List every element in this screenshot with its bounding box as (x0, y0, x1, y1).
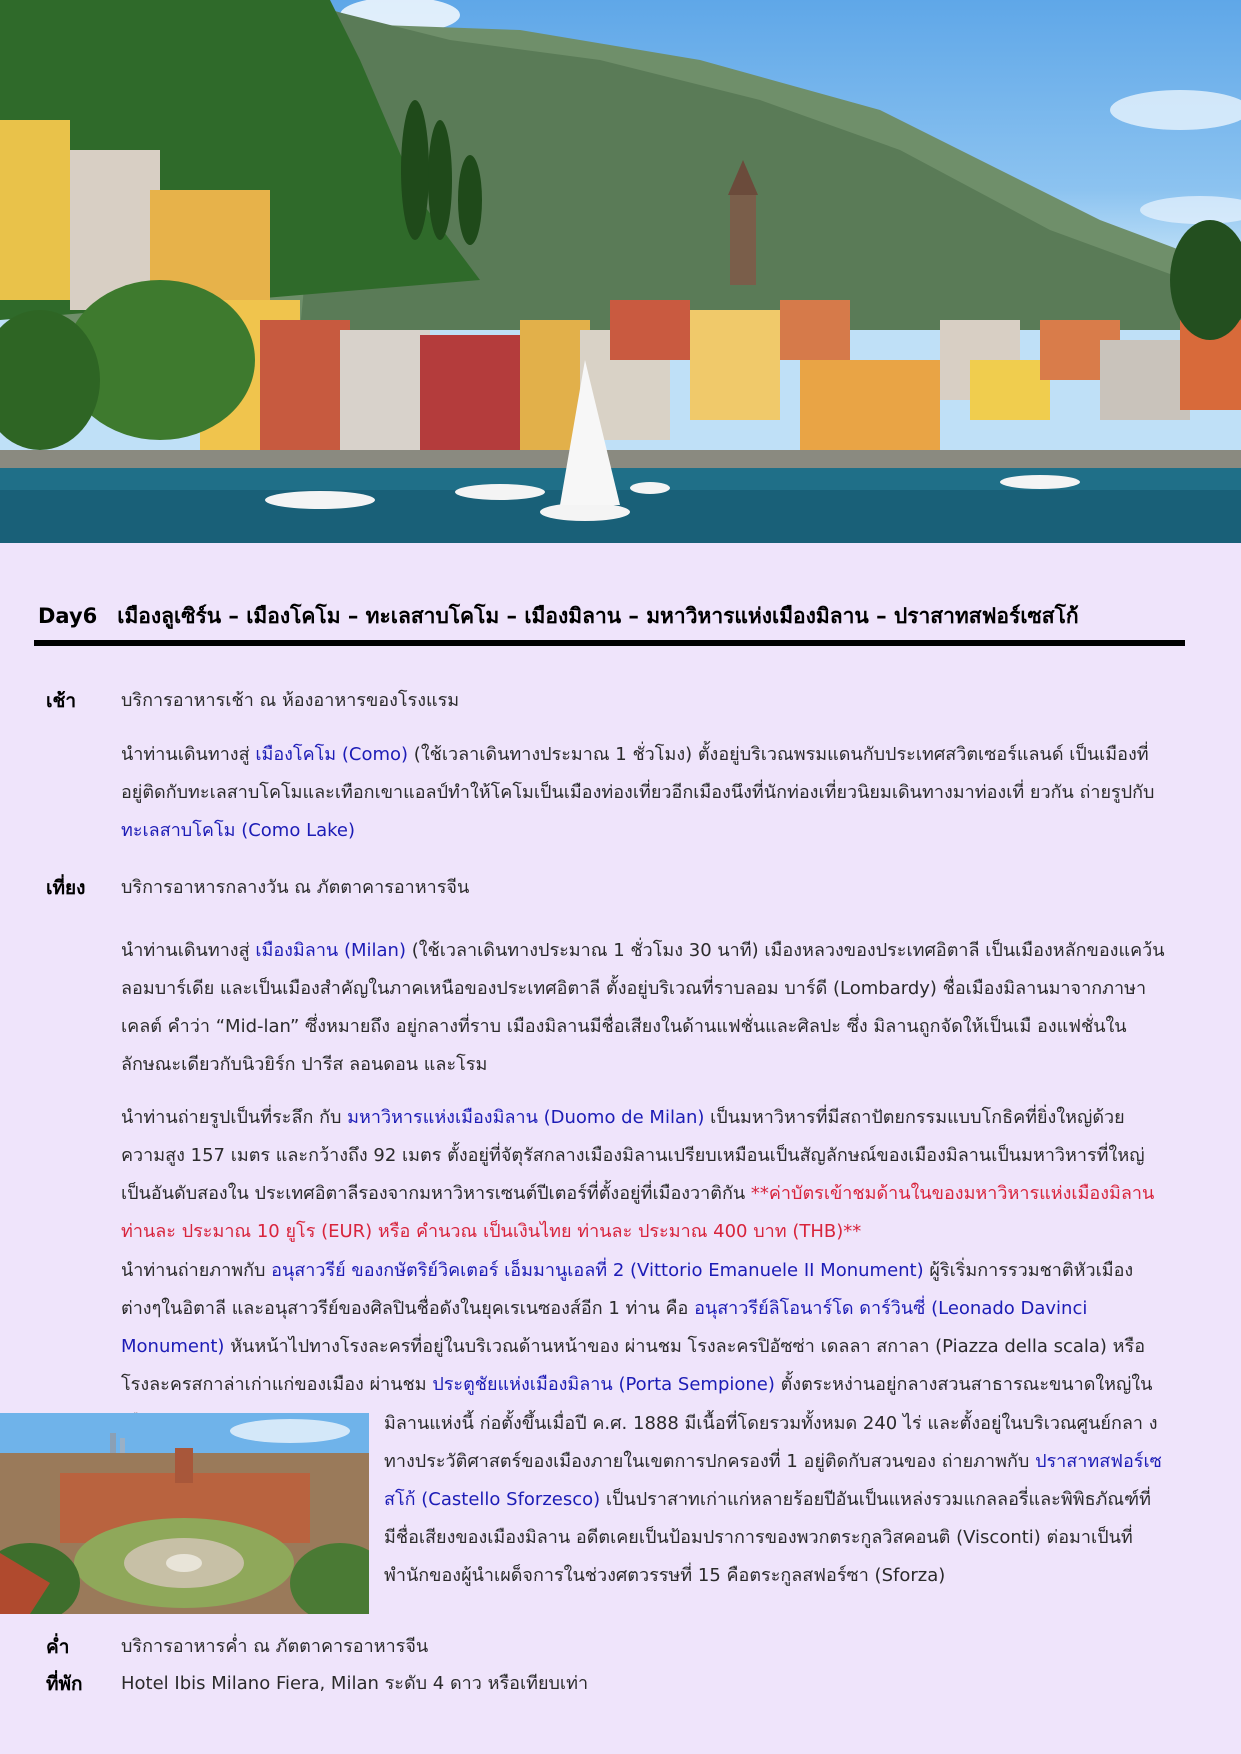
day-heading (38, 600, 1188, 633)
como-lake-highlight: ทะเลสาบโคโม (Como Lake) (121, 820, 356, 841)
castle-paragraph: มิลานแห่งนี้ ก่อตั้งขึ้นเมื่อปี ค.ศ. 1888 มีเนื้อที่โดยรวมทั้งหมด 240 ไร่ และตั้งอยู่ในบริเวณศูนย์กลา งทางประวัติศาสตร์ของเมืองภายในเขตการปกครองที่ 1 อยู่ติดกับสวนของ ถ่ายภาพกับ ปราสาทสฟอร์เซสโก้ (Castello Sforzesco) เป็นปราสาทเก่าแก่หลายร้อยปีอันเป็นแหล่งรวมแกลลอรี่และพิพิธภัณฑ์ที่มีชื่อเสียงของเมืองมิลาน อดีตเคยเป็นป้อมปราการของพวกตระกูลวิสคอนติ (Visconti) ต่อมาเป็นที่พำนักของผู้นำเผด็จการในช่วงศตวรรษที่ 15 คือตระกูลสฟอร์ซา (Sforza) (384, 1413, 1162, 1586)
castello-highlight: ปราสาทสฟอร์เซสโก้ (Castello Sforzesco) (384, 1451, 1162, 1510)
duomo-ticket-note: **ค่าบัตรเข้าชมด้านในของมหาวิหารแห่งเมืองมิลาน ท่านละ ประมาณ 10 ยูโร (EUR) หรือ คำนวณ เป็นเงินไทย ท่านละ ประมาณ 400 บาท (THB)** (121, 1183, 1155, 1242)
duomo-paragraph: นำท่านถ่ายรูปเป็นที่ระลึก กับ มหาวิหารแห่งเมืองมิลาน (Duomo de Milan) เป็นมหาวิหารที่มีสถาปัตยกรรมแบบโกธิคที่ยิ่งใหญ่ด้วยความสูง 157 เมตร และกว้างถึง 92 เมตร ตั้งอยู่ที่จัตุรัสกลางเมืองมิลานเปรียบเหมือนเป็นสัญลักษณ์ของเมืองมิลานเป็นมหาวิหารที่ใหญ่เป็นอันดับสองใน ประเทศอิตาลีรองจากมหาวิหารเซนต์ปีเตอร์ที่ตั้งอยู่ที่เมืองวาติกัน **ค่าบัตรเข้าชมด้านในของมหาวิหารแห่งเมืองมิลาน ท่านละ ประมาณ 10 ยูโร (EUR) หรือ คำนวณ เป็นเงินไทย ท่านละ ประมาณ 400 บาท (THB)** (121, 1107, 1155, 1242)
hotel-text: Hotel Ibis Milano Fiera, Milan ระดับ 4 ดาว หรือเทียบเท่า (121, 1673, 589, 1694)
day-label: Day6 (38, 604, 98, 628)
milan-paragraph: นำท่านเดินทางสู่ เมืองมิลาน (Milan) (ใช้เวลาเดินทางประมาณ 1 ชั่วโมง 30 นาที) เมืองหลวงของประเทศอิตาลี เป็นเมืองหลักของแคว้นลอมบาร์เดีย และเป็นเมืองสำคัญในภาคเหนือของประเทศอิตาลี ตั้งอยู่บริเวณที่ราบลอม บาร์ดี (Lombardy) ชื่อเมืองมิลานมาจากภาษาเคลต์ คำว่า “Mid-lan” ซึ่งหมายถึง อยู่กลางที่ราบ เมืองมิลานมีชื่อเสียงในด้านแฟชั่นและศิลปะ ซึ่ง มิลานถูกจัดให้เป็นเมื องแฟชั่นในลักษณะเดียวกับนิวยิร์ก ปารีส ลอนดอน และโรม (121, 940, 1165, 1075)
heading-divider (34, 640, 1185, 646)
breakfast-text: บริการอาหารเช้า ณ ห้องอาหารของโรงแรม (121, 690, 460, 711)
lunch-text: บริการอาหารกลางวัน ณ ภัตตาคารอาหารจีน (121, 877, 470, 898)
duomo-highlight: มหาวิหารแห่งเมืองมิลาน (Duomo de Milan) (347, 1107, 705, 1128)
lunch-label: เที่ยง (46, 877, 86, 899)
dinner-text: บริการอาหารค่ำ ณ ภัตตาคารอาหารจีน (121, 1636, 429, 1657)
dinner-label: ค่ำ (46, 1636, 70, 1658)
hero-photo (0, 0, 1241, 543)
castello-sforzesco-photo (0, 1413, 369, 1614)
breakfast-label: เช้า (46, 690, 77, 712)
day-route-title: เมืองลูเซิร์น – เมืองโคโม – ทะเลสาบโคโม – เมืองมิลาน – มหาวิหารแห่งเมืองมิลาน – ปราสาทสฟอร์เซสโก้ (117, 604, 1079, 628)
hotel-label: ที่พัก (46, 1673, 83, 1695)
vittorio-monument-highlight: อนุสาวรีย์ ของกษัตริย์วิคเตอร์ เอ็มมานูเอลที่ 2 (Vittorio Emanuele II Monument) (271, 1260, 924, 1281)
como-highlight: เมืองโคโม (Como) (255, 744, 409, 765)
monument-paragraph: นำท่านถ่ายภาพกับ อนุสาวรีย์ ของกษัตริย์วิคเตอร์ เอ็มมานูเอลที่ 2 (Vittorio Emanuele II Monument) ผู้ริเริ่มการรวมชาติหัวเมืองต่างๆในอิตาลี และอนุสาวรีย์ของศิลปินชื่อดังในยุคเรเนซองส์อีก 1 ท่าน คือ อนุสาวรีย์ลิโอนาร์โด ดาร์วินซี่ (Leonado Davinci Monument) หันหน้าไปทางโรงละครที่อยู่ในบริเวณด้านหน้าของ ผ่านชม โรงละครปิอัซซ่า เดลลา สกาลา (Piazza della scala) หรือ โรงละครสกาล่าเก่าแก่ของเมือง ผ่านชม ประตูชัยแห่งเมืองมิลาน (Porta Sempione) ตั้งตระหง่านอยู่กลางสวนสาธารณะขนาดใหญ่ใน (121, 1260, 1153, 1395)
davinci-monument-highlight: อนุสาวรีย์ลิโอนาร์โด ดาร์วินซี่ (Leonado Davinci Monument) (121, 1298, 1088, 1357)
como-paragraph: นำท่านเดินทางสู่ เมืองโคโม (Como) (ใช้เวลาเดินทางประมาณ 1 ชั่วโมง) ตั้งอยู่บริเวณพรมแดนกับประเทศสวิตเซอร์แลนด์ เป็นเมืองที่อยู่ติดกับทะเลสาบโคโมและเทือกเขาแอลป์ทำให้โคโมเป็นเมืองท่องเที่ยวอีกเมืองนึงที่นักท่องเที่ยวนิยมเดินทางมาท่องเที่ ยวกัน ถ่ายรูปกับ ทะเลสาบโคโม (Como Lake) (121, 744, 1155, 841)
porta-sempione-highlight: ประตูชัยแห่งเมืองมิลาน (Porta Sempione) (432, 1374, 775, 1395)
milan-highlight: เมืองมิลาน (Milan) (255, 940, 406, 961)
